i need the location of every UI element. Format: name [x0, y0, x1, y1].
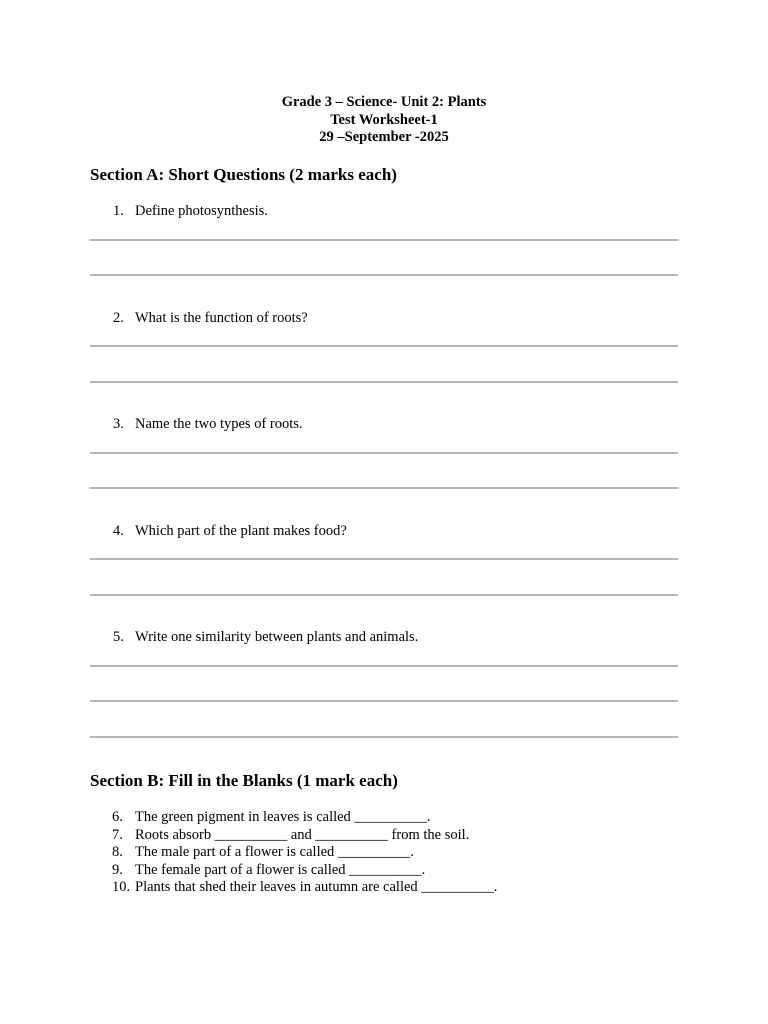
worksheet-header — [0, 94, 768, 147]
item-text: The green pigment in leaves is called __________. — [135, 809, 431, 825]
header-date: 29 –September -2025 — [319, 129, 449, 145]
question-text: What is the function of roots? — [135, 310, 308, 326]
answer-line[interactable] — [90, 487, 678, 489]
item-number: 10. — [112, 879, 131, 895]
item-text: The female part of a flower is called __________. — [135, 861, 426, 878]
answer-line[interactable] — [90, 665, 678, 667]
answer-line[interactable] — [90, 594, 678, 596]
question-text: Write one similarity between plants and animals. — [135, 629, 419, 645]
list-item — [112, 879, 497, 897]
list-item — [112, 844, 497, 862]
item-number: 7. — [112, 826, 123, 843]
item-number: 9. — [112, 861, 123, 878]
answer-line[interactable] — [90, 345, 678, 347]
question-text: Name the two types of roots. — [135, 416, 303, 432]
item-text: Plants that shed their leaves in autumn are called __________. — [135, 879, 498, 895]
header-subtitle: Test Worksheet-1 — [330, 111, 438, 128]
section-b-title: Section B: Fill in the Blanks (1 mark each) — [90, 771, 398, 790]
question-number: 1. — [113, 203, 124, 219]
question-2 — [113, 310, 308, 327]
answer-line[interactable] — [90, 381, 678, 383]
answer-line[interactable] — [90, 700, 678, 702]
answer-line[interactable] — [90, 239, 678, 241]
answer-line[interactable] — [90, 736, 678, 738]
fill-in-blanks-list — [112, 809, 497, 897]
question-text: Define photosynthesis. — [135, 203, 268, 219]
question-number: 3. — [113, 416, 124, 432]
list-item — [112, 827, 497, 845]
question-text: Which part of the plant makes food? — [135, 523, 347, 539]
list-item — [112, 809, 497, 827]
answer-line[interactable] — [90, 558, 678, 560]
item-text: Roots absorb __________ and __________ from the soil. — [135, 826, 470, 843]
answer-line[interactable] — [90, 452, 678, 454]
question-number: 5. — [113, 629, 124, 645]
list-item — [112, 862, 497, 880]
question-1 — [113, 203, 268, 220]
header-title: Grade 3 – Science- Unit 2: Plants — [281, 94, 487, 110]
item-number: 6. — [112, 809, 123, 825]
question-3 — [113, 416, 303, 433]
question-number: 2. — [113, 310, 124, 326]
answer-line[interactable] — [90, 274, 678, 276]
question-5 — [113, 629, 418, 646]
item-number: 8. — [112, 844, 123, 860]
question-4 — [113, 523, 347, 540]
item-text: The male part of a flower is called __________. — [135, 844, 415, 860]
question-number: 4. — [113, 523, 124, 539]
section-a-title: Section A: Short Questions (2 marks each) — [90, 165, 397, 184]
